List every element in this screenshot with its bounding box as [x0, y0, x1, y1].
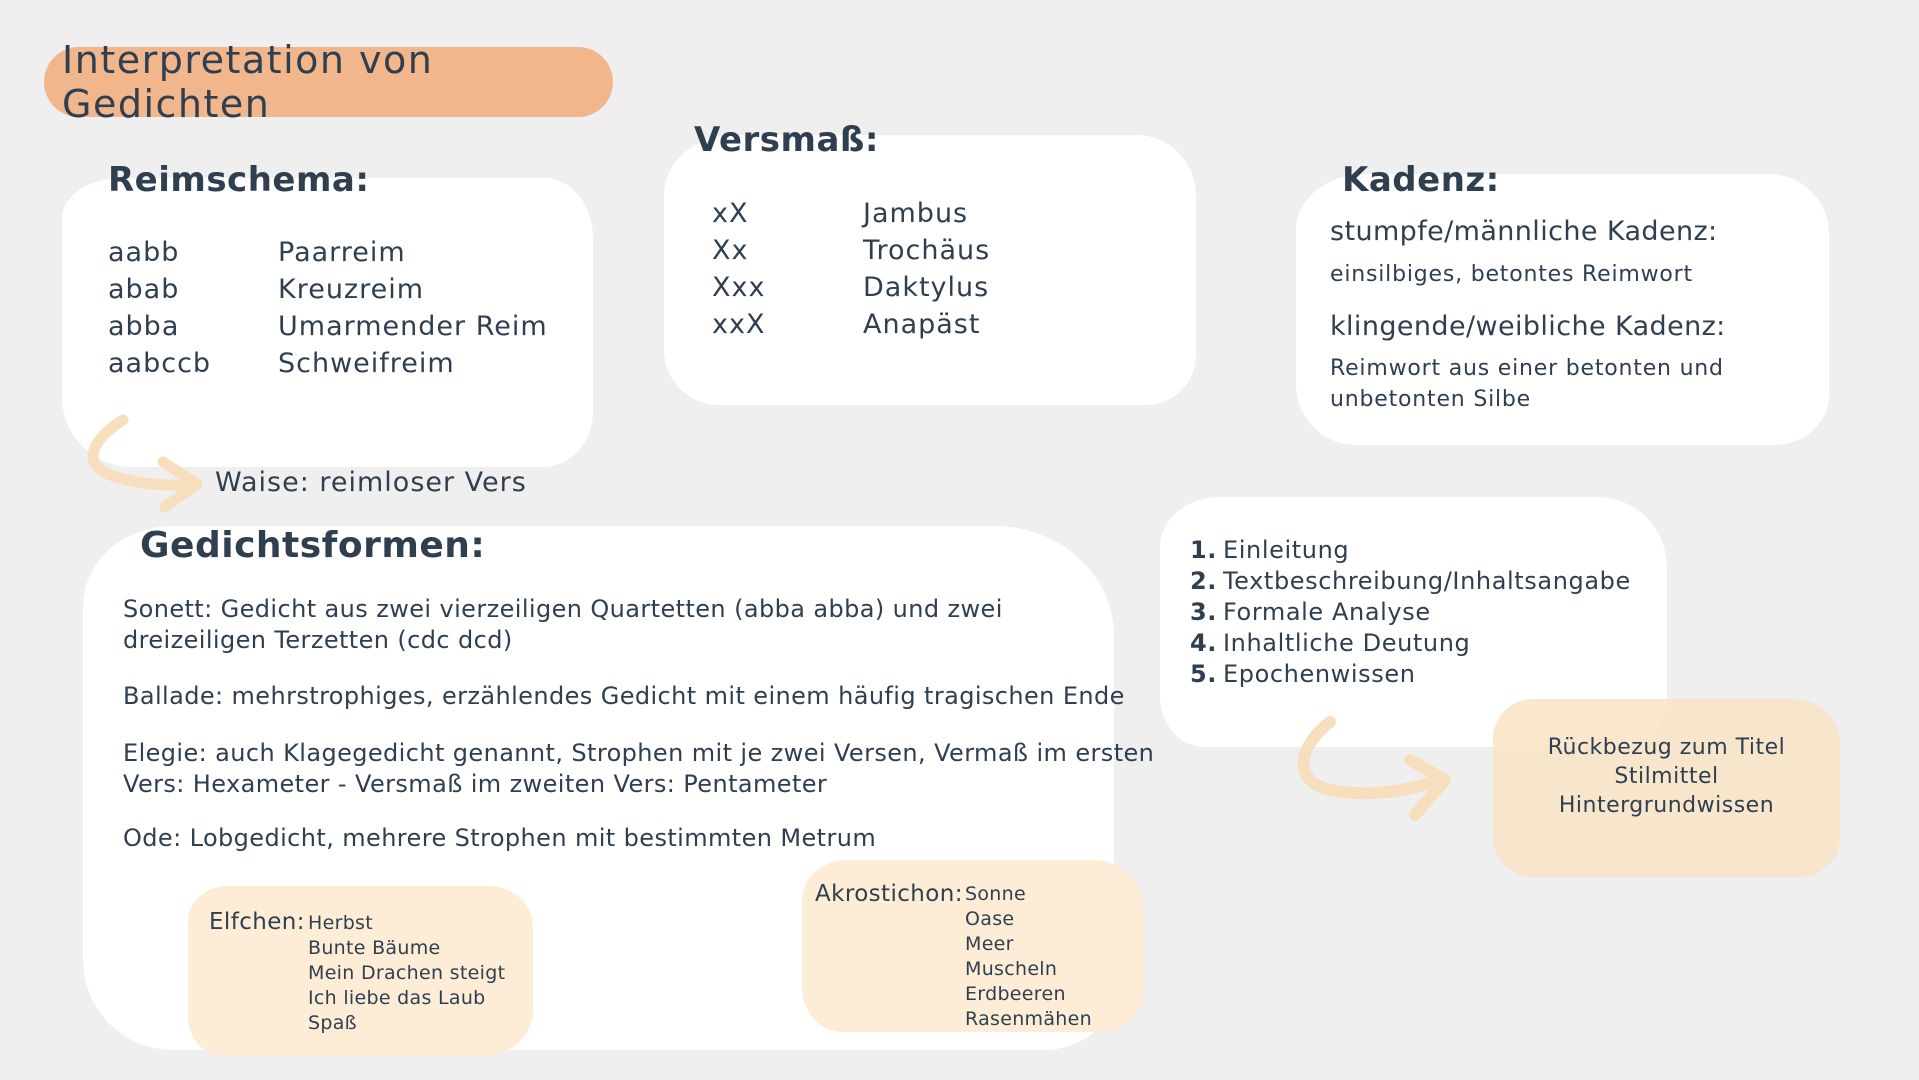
elfchen-line: Herbst: [308, 912, 373, 934]
step-label: Inhaltliche Deutung: [1223, 629, 1471, 657]
versmass-heading: Versmaß:: [694, 120, 879, 160]
rhyme-name: Kreuzreim: [278, 274, 425, 305]
kadenz-klingend-title: klingende/weibliche Kadenz:: [1330, 311, 1726, 342]
waise-note: Waise: reimloser Vers: [215, 467, 527, 498]
kadenz-desc-line: unbetonten Silbe: [1330, 387, 1532, 412]
rhyme-pattern: abab: [108, 274, 180, 305]
deutung-detail: Hintergrundwissen: [1558, 793, 1775, 818]
meter-name: Anapäst: [863, 309, 981, 340]
entry-line: Sonett: Gedicht aus zwei vierzeiligen Quartetten (abba abba) und zwei: [123, 595, 1003, 623]
step-label: Formale Analyse: [1223, 598, 1431, 626]
step-label: Epochenwissen: [1223, 660, 1416, 688]
rhyme-pattern: aabccb: [108, 348, 212, 379]
kadenz-heading: Kadenz:: [1342, 160, 1500, 200]
deutung-details-list: [1493, 733, 1840, 820]
step-number: 2.: [1190, 567, 1218, 595]
kadenz-desc-line: Reimwort aus einer betonten und: [1330, 356, 1724, 381]
page-title: Interpretation von Gedichten: [62, 38, 434, 126]
rhyme-pattern: aabb: [108, 237, 180, 268]
step-number: 4.: [1190, 629, 1218, 657]
akrostichon-line: Meer: [965, 933, 1014, 955]
rhyme-name: Schweifreim: [278, 348, 455, 379]
step-number: 3.: [1190, 598, 1218, 626]
akrostichon-label: Akrostichon:: [815, 881, 963, 907]
entry-line: Elegie: auch Klagegedicht genannt, Strophen mit je zwei Versen, Vermaß im ersten: [123, 739, 1155, 767]
step-label: Textbeschreibung/Inhaltsangabe: [1223, 567, 1631, 595]
rhyme-pattern: abba: [108, 311, 180, 342]
deutung-detail: Rückbezug zum Titel: [1547, 735, 1786, 760]
meter-pattern: xX: [712, 198, 749, 229]
elfchen-line: Spaß: [308, 1012, 357, 1034]
meter-name: Trochäus: [863, 235, 991, 266]
akrostichon-line: Erdbeeren: [965, 983, 1066, 1005]
meter-pattern: xxX: [712, 309, 766, 340]
elfchen-line: Ich liebe das Laub: [308, 987, 486, 1009]
elfchen-line: Mein Drachen steigt: [308, 962, 506, 984]
akrostichon-line: Oase: [965, 908, 1015, 930]
kadenz-stumpf-title: stumpfe/männliche Kadenz:: [1330, 216, 1718, 247]
akrostichon-line: Sonne: [965, 883, 1026, 905]
entry-line: Ballade: mehrstrophiges, erzählendes Gedicht mit einem häufig tragischen Ende: [123, 682, 1125, 710]
elfchen-label: Elfchen:: [209, 909, 305, 935]
reimschema-heading: Reimschema:: [108, 160, 370, 200]
akrostichon-line: Muscheln: [965, 958, 1058, 980]
rhyme-name: Paarreim: [278, 237, 406, 268]
step-number: 1.: [1190, 536, 1218, 564]
entry-line: Vers: Hexameter - Versmaß im zweiten Vers: Pentameter: [123, 770, 828, 798]
meter-pattern: Xx: [712, 235, 749, 266]
rhyme-name: Umarmender Reim: [278, 311, 548, 342]
kadenz-stumpf-desc: einsilbiges, betontes Reimwort: [1330, 262, 1693, 287]
step-label: Einleitung: [1223, 536, 1350, 564]
deutung-detail: Stilmittel: [1614, 764, 1719, 789]
entry-line: Ode: Lobgedicht, mehrere Strophen mit bestimmten Metrum: [123, 824, 877, 852]
elfchen-line: Bunte Bäume: [308, 937, 441, 959]
step-number: 5.: [1190, 660, 1218, 688]
meter-pattern: Xxx: [712, 272, 766, 303]
entry-line: dreizeiligen Terzetten (cdc dcd): [123, 626, 513, 654]
akrostichon-line: Rasenmähen: [965, 1008, 1092, 1030]
gedichtsformen-heading: Gedichtsformen:: [140, 525, 486, 566]
meter-name: Jambus: [863, 198, 969, 229]
meter-name: Daktylus: [863, 272, 990, 303]
